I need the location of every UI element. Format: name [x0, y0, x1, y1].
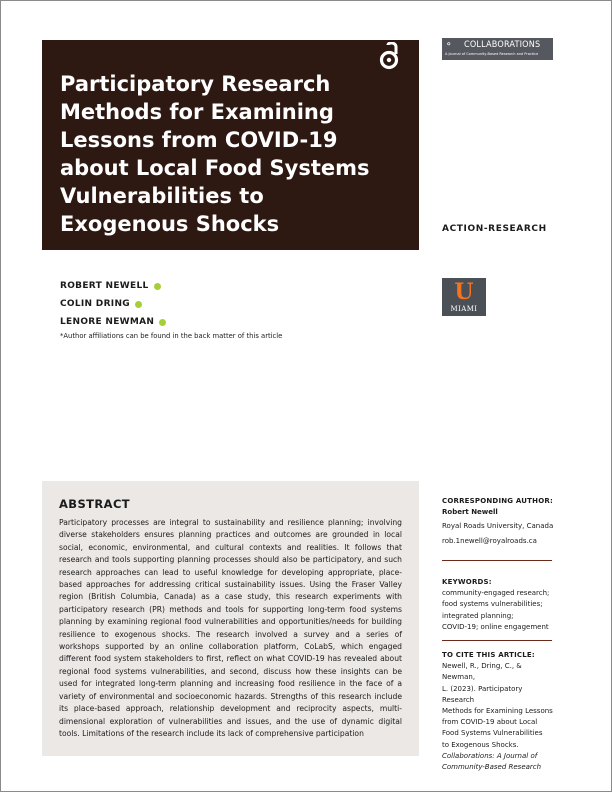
cite-line: Methods for Examining Lessons: [442, 707, 553, 716]
cite-line: Newell, R., Dring, C., & Newman,: [442, 662, 522, 682]
affiliation-note: *Author affiliations can be found in the back matter of this article: [60, 332, 283, 340]
corresponding-author: [442, 496, 554, 547]
author-name: ROBERT NEWELL: [60, 281, 149, 291]
cite-line: Food Systems Vulnerabilities: [442, 729, 543, 738]
keyword-line: community-engaged research;: [442, 589, 550, 598]
university-logo: [442, 278, 486, 316]
university-logo-text: MIAMI: [450, 305, 478, 313]
title-banner: [42, 40, 419, 250]
orcid-icon[interactable]: [135, 301, 142, 308]
author-item: [60, 295, 166, 313]
article-type: ACTION-RESEARCH: [442, 224, 547, 234]
keyword-line: food systems vulnerabilities;: [442, 600, 543, 609]
university-u-icon: U: [454, 279, 474, 305]
journal-name: COLLABORATIONS: [464, 40, 541, 50]
citation-section: [442, 650, 554, 773]
author-name: LENORE NEWMAN: [60, 317, 155, 327]
cite-line: from COVID-19 about Local: [442, 718, 538, 727]
cite-label: TO CITE THIS ARTICLE:: [442, 651, 535, 659]
corresponding-name: Robert Newell: [442, 508, 498, 517]
cite-journal-line: Community-Based Research: [442, 763, 542, 772]
orcid-icon[interactable]: [159, 319, 166, 326]
journal-logo: [442, 38, 553, 60]
author-name: COLIN DRING: [60, 299, 130, 309]
keyword-line: integrated planning;: [442, 611, 514, 620]
cite-journal-line: Collaborations: A Journal of: [442, 751, 538, 760]
author-list: [60, 277, 166, 331]
corresponding-email[interactable]: rob.1newell@royalroads.ca: [442, 536, 537, 545]
cite-line: to Exogenous Shocks.: [442, 740, 519, 749]
author-item: [60, 277, 166, 295]
journal-rings-icon: ⚬: [445, 40, 453, 50]
orcid-icon[interactable]: [154, 283, 161, 290]
journal-subtitle: A Journal of Community-Based Research and Practice: [445, 52, 539, 56]
article-title: Participatory Research Methods for Examining Lessons from COVID-19 about Local Food Systems Vulnerabilities to Exogenous Shocks: [60, 72, 370, 236]
keyword-line: COVID-19; online engagement: [442, 622, 549, 631]
abstract-section: [42, 481, 419, 756]
corresponding-label: CORRESPONDING AUTHOR:: [442, 497, 553, 505]
corresponding-institution: Royal Roads University, Canada: [442, 522, 554, 531]
author-item: [60, 313, 166, 331]
cite-line: L. (2023). Participatory Research: [442, 684, 523, 704]
keywords-section: [442, 577, 554, 633]
open-access-icon: [377, 42, 403, 70]
abstract-text: Participatory processes are integral to sustainability and resilience planning; involving diverse stakeholders ensures planning practices and outcomes are grounded in local social, economic, environmental, and cultural contexts and realities. It follows that research and tools supporting planning processes should also be participatory, and such research approaches can lead to useful knowledge for developing appropriate, place-based approaches for addressing critical sustainability issues. Using the Fraser Valley region (British Columbia, Canada) as a case study, this research experiments with participatory research (PR) methods and tools for supporting long-term food systems planning by examining regional food vulnerabilities and opportunities/needs for building resilience to exogenous shocks. The research involved a survey and a series of workshops supported by an online collaboration platform, CoLabS, which engaged different food system stakeholders to first, reflect on what COVID-19 has revealed about regional food systems vulnerabilities, and second, discuss how these insights can be used for integrated long-term planning and increasing food resilience in the face of a variety of environmental and socioeconomic hazards. Strengths of this research include its place-based approach, relationship development and reciprocity aspects, multi-dimensional exploration of vulnerabilities and issues, and the use of dynamic digital tools. Limitations of the research include its lack of comprehensive participation: [59, 518, 402, 738]
abstract-heading: ABSTRACT: [59, 497, 131, 511]
section-divider: [442, 560, 552, 561]
keywords-label: KEYWORDS:: [442, 578, 492, 586]
section-divider: [442, 640, 552, 641]
